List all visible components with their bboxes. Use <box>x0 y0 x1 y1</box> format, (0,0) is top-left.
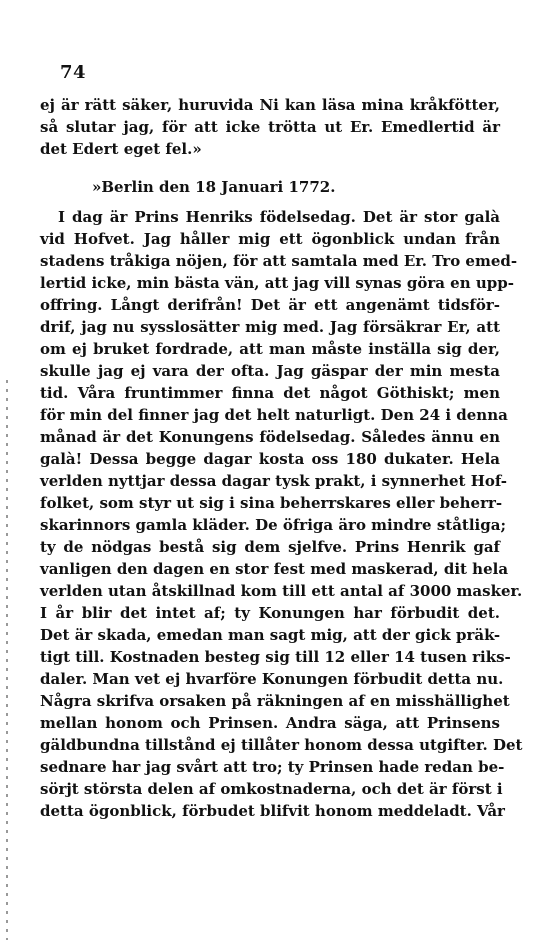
text-line: daler. Man vet ej hvarföre Konungen förbudit detta nu. <box>40 670 504 688</box>
text-line: gäldbundna tillstånd ej tillåter honom dessa utgifter. Det <box>40 736 523 754</box>
text-line: Några skrifva orsaken på räkningen af en misshällighet <box>40 692 510 710</box>
page-number: 74 <box>60 62 87 83</box>
text-line: verlden utan åtskillnad kom till ett antal af 3000 masker. <box>40 582 523 600</box>
text-line: för min del finner jag det helt naturligt. Den 24 i denna <box>40 406 508 424</box>
text-line: drif, jag nu sysslosätter mig med. Jag försäkrar Er, att <box>40 318 500 336</box>
text-line: Det är skada, emedan man sagt mig, att der gick präk- <box>40 626 501 644</box>
text-line: tid. Våra fruntimmer finna det något Göthiskt; men <box>40 384 500 402</box>
text-line: lertid icke, min bästa vän, att jag vill synas göra en upp- <box>40 274 514 292</box>
text-line: I år blir det intet af; ty Konungen har förbudit det. <box>40 604 500 622</box>
text-line: tigt till. Kostnaden besteg sig till 12 eller 14 tusen riks- <box>40 648 511 666</box>
text-line: mellan honom och Prinsen. Andra säga, att Prinsens <box>40 714 500 732</box>
text-line: galà! Dessa begge dagar kosta oss 180 dukater. Hela <box>40 450 500 468</box>
text-line: I dag är Prins Henriks födelsedag. Det är stor galà <box>58 208 500 226</box>
text-line: månad är det Konungens födelsedag. Således ännu en <box>40 428 500 446</box>
text-line: så slutar jag, för att icke trötta ut Er. Emedlertid är <box>40 118 500 136</box>
text-line: verlden nyttjar dessa dagar tysk prakt, i synnerhet Hof- <box>40 472 508 490</box>
text-line: vanligen den dagen en stor fest med maskerad, dit hela <box>40 560 509 578</box>
text-line: skarinnors gamla kläder. De öfriga äro mindre ståtliga; <box>40 516 506 534</box>
text-line: offring. Långt derifrån! Det är ett angenämt tidsför- <box>40 296 500 314</box>
page-edge-speckles <box>6 380 8 940</box>
text-line: detta ögonblick, förbudet blifvit honom meddeladt. Vår <box>40 802 505 820</box>
text-line: vid Hofvet. Jag håller mig ett ögonblick undan från <box>40 230 500 248</box>
text-line: sednare har jag svårt att tro; ty Prinsen hade redan be- <box>40 758 505 776</box>
text-line: sörjt största delen af omkostnaderna, och det är först i <box>40 780 503 798</box>
text-line: stadens tråkiga nöjen, för att samtala med Er. Tro emed- <box>40 252 518 270</box>
text-line: om ej bruket fordrade, att man måste inställa sig der, <box>40 340 500 358</box>
text-line: ty de nödgas bestå sig dem sjelfve. Prins Henrik gaf <box>40 538 500 556</box>
text-line: ej är rätt säker, huruvida Ni kan läsa mina kråkfötter, <box>40 96 500 114</box>
text-line: folket, som styr ut sig i sina beherrskares eller beherr- <box>40 494 503 512</box>
text-line: skulle jag ej vara der ofta. Jag gäspar der min mesta <box>40 362 500 380</box>
letter-dateline: »Berlin den 18 Januari 1772. <box>92 178 336 196</box>
text-line: det Edert eget fel.» <box>40 140 202 158</box>
